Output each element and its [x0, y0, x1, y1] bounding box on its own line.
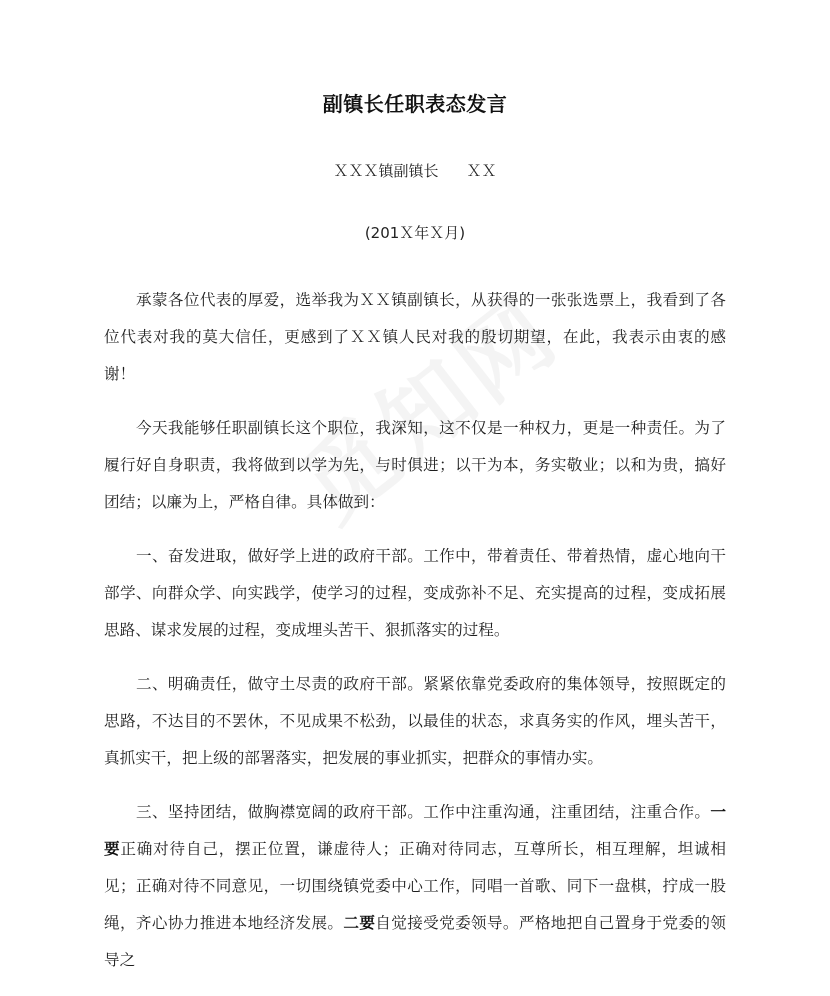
point-three-text-1: 三、坚持团结，做胸襟宽阔的政府干部。工作中注重沟通，注重团结，注重合作。: [136, 803, 711, 821]
paragraph-point-two: 二、明确责任，做守土尽责的政府干部。紧紧依靠党委政府的集体领导，按照既定的思路，不达目的不罢休，不见成果不松劲，以最佳的状态，求真务实的作风，埋头苦干，真抓实干，把上级的部署落实，把发展的事业抓实，把群众的事情办实。: [104, 675, 726, 767]
document-body: [104, 282, 726, 996]
document-date: (201Ｘ年Ｘ月): [364, 224, 466, 242]
point-three-text-2: 正确对待自己，摆正位置，谦虚待人；正确对待同志，互尊所长，相互理解，坦诚相见；正确对待不同意见，一切围绕镇党委中心工作，同唱一首歌、同下一盘棋，拧成一股绳，齐心协力推进本地经济发展。: [104, 840, 726, 932]
paragraph-point-one: 一、奋发进取，做好学上进的政府干部。工作中，带着责任、带着热情，虚心地向干部学、向群众学、向实践学，使学习的过程，变成弥补不足、充实提高的过程，变成拓展思路、谋求发展的过程，变成埋头苦干、狠抓落实的过程。: [104, 547, 726, 639]
byline-name: ＸＸ: [466, 162, 497, 180]
byline: [0, 160, 830, 181]
paragraph-point-three: [104, 794, 726, 979]
point-three-bold-2: 二要: [343, 914, 376, 932]
byline-position: ＸＸＸ镇副镇长: [333, 162, 439, 180]
point-three-text-3: 自觉接受党委领导。严格地把自己置身于党委的领导之: [104, 914, 726, 969]
paragraph-thanks: 承蒙各位代表的厚爱，选举我为ＸＸ镇副镇长，从获得的一张张选票上，我看到了各位代表对我的莫大信任，更感到了ＸＸ镇人民对我的殷切期望，在此，我表示由衷的感谢！: [104, 291, 726, 383]
paragraph-commitment: 今天我能够任职副镇长这个职位，我深知，这不仅是一种权力，更是一种责任。为了履行好自身职责，我将做到以学为先，与时俱进；以干为本，务实敬业；以和为贵，搞好团结；以廉为上，严格自律。具体做到：: [104, 419, 726, 511]
document-title: 副镇长任职表态发言: [322, 92, 508, 116]
point-three-bold-1: 一要: [104, 803, 726, 858]
